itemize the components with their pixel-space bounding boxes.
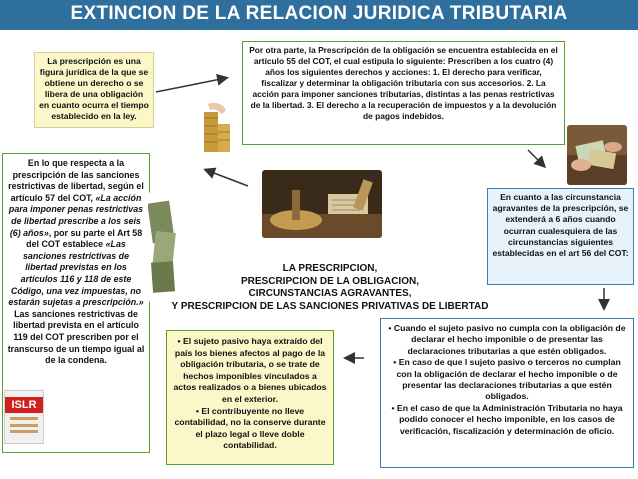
aggravating-circumstances-text: En cuanto a las circunstancia agravantes de la prescripción, se extenderá a 6 años cuando ocurran cualesquiera de las circunstancias siguientes establecidas en el art 56 del COT:: [492, 192, 629, 259]
art-58-intro: , por su parte el Art 58 del COT establece: [26, 227, 143, 250]
sanctions-liberty-intro: En lo que respecta a la prescripción de las sanciones restrictivas de libertad, según el artículo 57 del COT,: [8, 158, 144, 203]
art-58-quote: «Las sanciones restrictivas de libertad previstas en los artículos 116 y 118 de este Código, una vez impuestas, no estarán sujetas a prescripción.»: [8, 239, 144, 308]
center-heading-line-4: Y PRESCRIPCION DE LAS SANCIONES PRIVATIVAS DE LIBERTAD: [171, 300, 489, 312]
center-heading-line-1: LA PRESCRIPCION,: [282, 263, 378, 274]
list-item: • En caso de que l sujeto pasivo o terceros no cumplan con la obligación de declarar el hecho imponible o de presentar las declaraciones tributarias a que estén obligados.: [387, 357, 627, 403]
definition-text: La prescripción es una figura jurídica de la que se obtiene un derecho o se libera de una obligación en cuanto ocurra el tiempo establecido en la ley.: [39, 56, 149, 121]
list-item: • El sujeto pasivo haya extraído del país los bienes afectos al pago de la obligación tributaria, o se trate de hechos imponibles vinculados a actos realizados o a bienes ubicados en el exterior.: [173, 336, 327, 406]
center-heading-line-3: CIRCUNSTANCIAS AGRAVANTES,: [248, 288, 412, 299]
art-57-quote: «La acción para imponer penas restrictivas de libertad prescribe a los seis (6) años»: [8, 192, 144, 238]
list-item: • En el caso de que la Administración Tributaria no haya podido conocer el hecho imponible, en los casos de verificación, fiscalización y determinación de oficio.: [387, 403, 627, 437]
islr-label: ISLR: [5, 397, 43, 413]
list-item: • El contribuyente no lleve contabilidad, no la conserve durante el plazo legal o lleve doble contabilidad.: [173, 406, 327, 452]
center-heading-line-2: PRESCRIPCION DE LA OBLIGACION,: [241, 275, 419, 287]
article-55-text: Por otra parte, la Prescripción de la obligación se encuentra establecida en el artículo 55 del COT, el cual estipula lo siguiente: Prescriben a los cuatro (4) años los siguientes derechos y acciones: 1. El derecho para verificar, fiscalizar y determinar la obligación tributaria con sus accesorios. 2. La acción para imponer sanciones tributarias, distintas a las penas restrictivas de la libertad. 3. El derecho a la recuperación de impuestos y a la devolución de pagos indebidos.: [249, 45, 558, 121]
art-119-text: Las sanciones restrictivas de libertad prevista en el artículo 119 del COT prescriben por el transcurso de un tiempo igual al de la condena.: [7, 308, 145, 366]
list-item: • Cuando el sujeto pasivo no cumpla con la obligación de declarar el hecho imponible o de presentar las declaraciones tributarias a que estén obligados.: [387, 323, 627, 357]
page-title: EXTINCION DE LA RELACION JURIDICA TRIBUTARIA: [70, 3, 568, 24]
